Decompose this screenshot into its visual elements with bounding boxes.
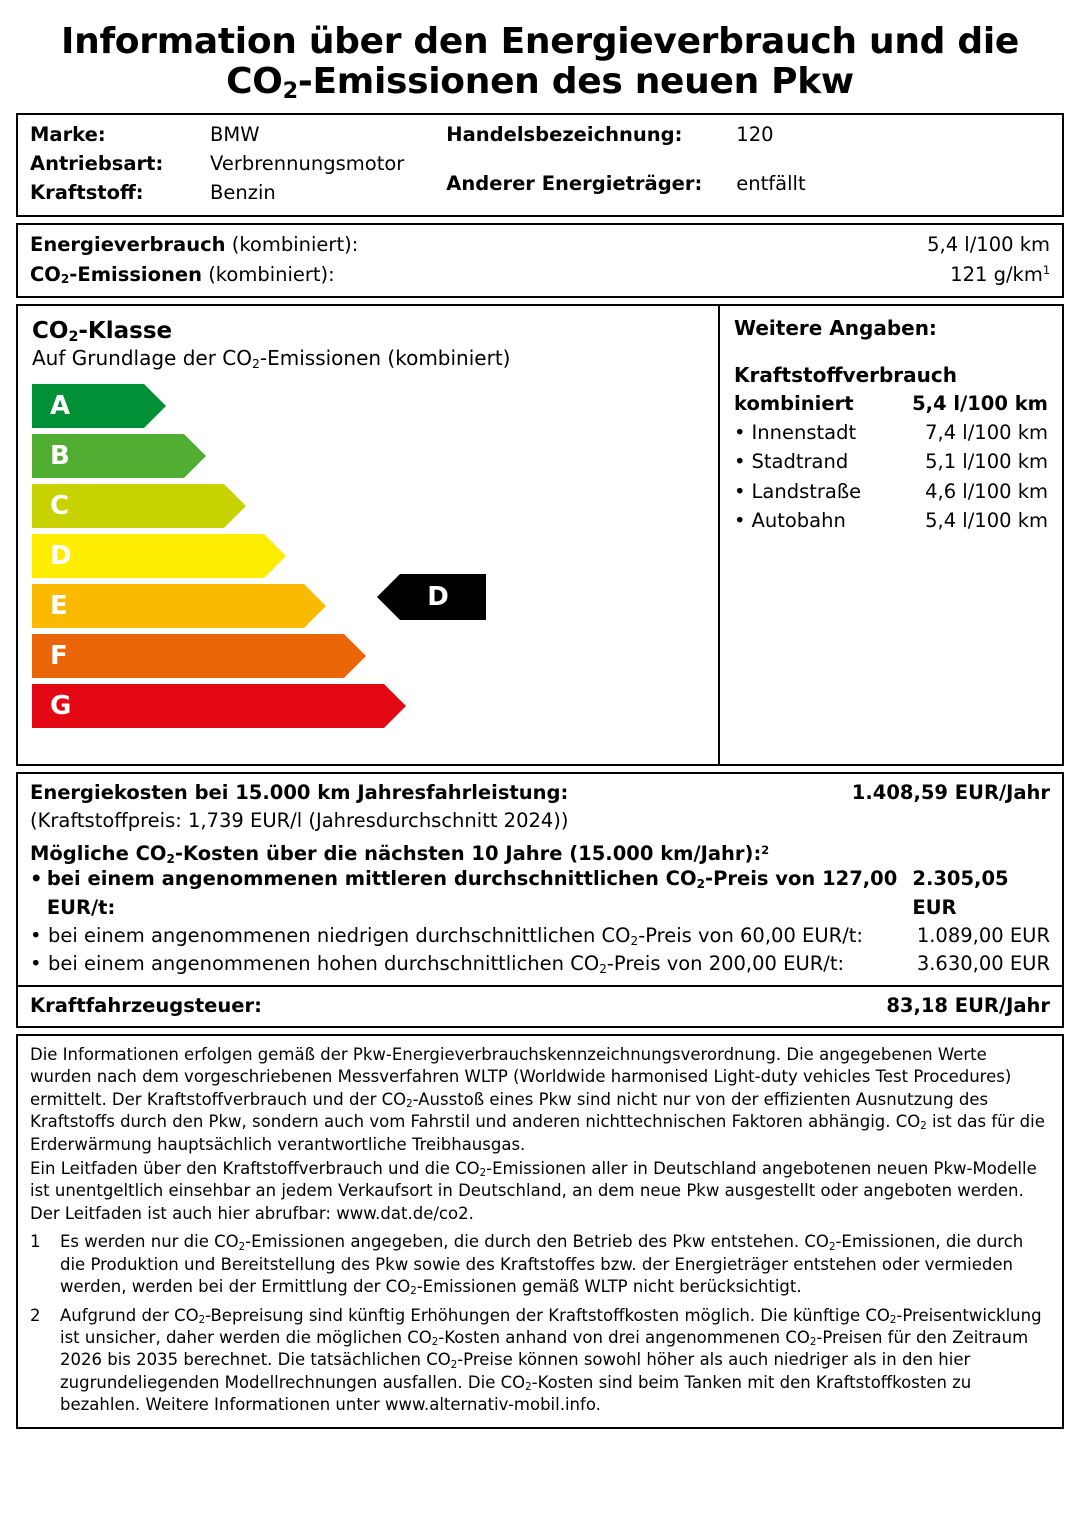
- model-label: Handelsbezeichnung:: [446, 122, 683, 146]
- class-bar-label: F: [50, 640, 68, 671]
- co2-cost-rows: [30, 865, 1050, 978]
- co2-class-scale: [18, 306, 718, 764]
- fuel-detail-label: • Innenstadt: [734, 418, 856, 447]
- fuel-consumption-group-title: Kraftstoffverbrauch: [734, 362, 957, 387]
- class-bar-label: E: [50, 590, 68, 621]
- co2-cost-heading: Mögliche $CO_2$-Kosten über die nächsten 10 Jahre (15.000 km/Jahr):$^2$: [30, 842, 770, 867]
- co2-cost-value: 3.630,00 EUR: [916, 952, 1050, 976]
- brand-value: BMW: [210, 122, 260, 146]
- co2-class-block: [16, 304, 1064, 766]
- class-bar-f: [32, 632, 718, 680]
- class-bar-label: B: [50, 440, 70, 471]
- class-bar-label: G: [50, 690, 72, 721]
- footnote-2-number: 2: [30, 1305, 41, 1325]
- bullet-icon: •: [734, 421, 746, 445]
- legal-notice-block: [16, 1034, 1064, 1429]
- vehicle-tax-value: 83,18 EUR/Jahr: [886, 993, 1050, 1017]
- co2-cost-value: 1.089,00 EUR: [916, 923, 1050, 947]
- bullet-icon: •: [30, 952, 42, 976]
- drive-type-value: Verbrennungsmotor: [210, 151, 405, 175]
- class-bar-arrow-d: [32, 534, 264, 578]
- fuel-detail-label: • Autobahn: [734, 506, 846, 535]
- fuel-combined-value: 5,4 l/100 km: [912, 391, 1048, 415]
- legal-paragraph-1: Die Informationen erfolgen gemäß der Pkw-Energieverbrauchskennzeichnungsverordnung. Die angegebenen Werte wurden nach dem vorgeschriebenen Messverfahren WLTP (Worldwide harmonised Light-duty vehicles Test Procedures) ermittelt. Der Kraftstoffverbrauch und der $CO_2$-Ausstoß eines Pkw sind nicht nur von der effizienten Ausnutzung des Kraftstoffs durch den Pkw, sondern auch vom Fahrstil und anderen nichttechnischen Faktoren abhängig. $CO_2$ ist das für die Erderwärmung hauptsächlich verantwortliche Treibhausgas.: [30, 1044, 1045, 1154]
- class-bar-label: C: [50, 490, 70, 521]
- vehicle-tax-label: Kraftfahrzeugsteuer:: [30, 993, 262, 1017]
- further-details-heading: Weitere Angaben:: [734, 315, 937, 340]
- class-bar-arrow-g: [32, 684, 384, 728]
- identity-left-column: [30, 121, 404, 208]
- bullet-icon: •: [30, 923, 42, 947]
- fuel-detail-row: [734, 418, 1048, 447]
- fuel-combined-label: kombiniert: [734, 391, 854, 415]
- selected-class-marker: D: [400, 574, 486, 620]
- co2-emission-label: $CO_2$-Emissionen (kombiniert):: [30, 262, 335, 287]
- page-title: [16, 22, 1064, 103]
- identity-right-column: [446, 121, 805, 208]
- bullet-icon: •: [734, 508, 746, 532]
- vehicle-tax-row: [30, 992, 1050, 1020]
- footnote-1-number: 1: [30, 1232, 41, 1252]
- bullet-icon: •: [30, 867, 43, 891]
- fuel-detail-value: 5,1 l/100 km: [925, 450, 1048, 474]
- further-details-panel: [718, 306, 1062, 764]
- class-bar-c: [32, 482, 718, 530]
- fuel-detail-list: [734, 418, 1048, 535]
- co2-cost-label: • bei einem angenommenen hohen durchschnittlichen $CO_2$-Preis von 200,00 EUR/t:: [30, 950, 844, 978]
- fuel-detail-value: 7,4 l/100 km: [925, 421, 1048, 445]
- brand-label: Marke:: [30, 122, 106, 146]
- other-energy-label: Anderer Energieträger:: [446, 171, 703, 195]
- fuel-value: Benzin: [210, 181, 276, 205]
- class-bar-g: [32, 682, 718, 730]
- class-bar-e: [32, 582, 718, 630]
- fuel-label: Kraftstoff:: [30, 181, 144, 205]
- energy-consumption-label: Energieverbrauch (kombiniert):: [30, 233, 359, 257]
- co2-emission-row: [30, 260, 1050, 289]
- fuel-detail-label: • Stadtrand: [734, 447, 848, 476]
- co2-class-subheading: Auf Grundlage der $CO_2$-Emissionen (kombiniert): [32, 345, 511, 371]
- co2-cost-row: [30, 865, 1050, 922]
- energy-cost-value: 1.408,59 EUR/Jahr: [851, 780, 1050, 804]
- energy-consumption-row: [30, 230, 1050, 259]
- fuel-detail-row: [734, 447, 1048, 476]
- model-value: 120: [736, 122, 774, 146]
- co2-emission-value: 121 $g/km^1$: [950, 262, 1050, 286]
- class-bar-d: [32, 532, 718, 580]
- class-bar-b: [32, 432, 718, 480]
- class-bar-arrow-f: [32, 634, 344, 678]
- class-bar-arrow-b: [32, 434, 184, 478]
- vehicle-identity-block: [16, 113, 1064, 218]
- footnote-2-text: Aufgrund der $CO_2$-Bepreisung sind künftig Erhöhungen der Kraftstoffkosten möglich. Die künftige $CO_2$-Preisentwicklung ist unsicher, daher werden die möglichen $CO_2$-Kosten anhand von drei angenommenen $CO_2$-Preisen für den Zeitraum 2026 bis 2035 berechnet. Die tatsächlichen $CO_2$-Preise können sowohl höher als auch niedriger als in den hier zugrundeliegenden Modellrechnungen ausfallen. Die $CO_2$-Kosten sind beim Tanken mit den Kraftstoffkosten zu bezahlen. Weitere Informationen unter www.alternativ-mobil.info.: [60, 1305, 1042, 1415]
- fuel-combined-row: [734, 389, 1048, 418]
- co2-cost-value: 2.305,05 EUR: [912, 867, 1009, 919]
- fuel-detail-value: 4,6 l/100 km: [925, 479, 1048, 503]
- bullet-icon: •: [734, 479, 746, 503]
- page-title-line1: Information über den Energieverbrauch und die: [61, 21, 1019, 62]
- co2-cost-label: • bei einem angenommenen niedrigen durchschnittlichen $CO_2$-Preis von 60,00 EUR/t:: [30, 922, 863, 950]
- footnote-1-text: Es werden nur die $CO_2$-Emissionen angegeben, die durch den Betrieb des Pkw entstehen. $CO_2$-Emissionen, die durch die Produktion und Bereitstellung des Pkw sowie des Kraftstoffes bzw. der Energieträger entstehen oder vermieden werden, werden bei der Ermittlung der $CO_2$-Emissionen gemäß WLTP nicht berücksichtigt.: [60, 1232, 1024, 1298]
- energy-cost-row: [30, 779, 1050, 807]
- class-bar-arrow-e: [32, 584, 304, 628]
- bullet-icon: •: [734, 450, 746, 474]
- cost-divider: [18, 985, 1062, 987]
- footnote-2: [30, 1305, 1050, 1417]
- class-bar-arrow-a: [32, 384, 144, 428]
- footnote-1: [30, 1231, 1050, 1298]
- page-title-line2: $CO_2$-Emissionen des neuen Pkw: [226, 61, 854, 105]
- co2-cost-row: [30, 922, 1050, 950]
- energy-cost-label: Energiekosten bei 15.000 km Jahresfahrleistung:: [30, 780, 569, 804]
- energy-consumption-value: 5,4 l/100 km: [927, 233, 1050, 257]
- consumption-block: [16, 223, 1064, 298]
- cost-block: [16, 772, 1064, 1028]
- class-bar-a: [32, 382, 718, 430]
- class-bar-label: D: [50, 540, 72, 571]
- co2-class-heading: $CO_2$-Klasse: [32, 317, 173, 346]
- class-bar-arrow-c: [32, 484, 224, 528]
- other-energy-value: entfällt: [736, 171, 806, 195]
- fuel-detail-row: [734, 506, 1048, 535]
- fuel-detail-row: [734, 477, 1048, 506]
- co2-cost-row: [30, 950, 1050, 978]
- drive-type-label: Antriebsart:: [30, 151, 164, 175]
- co2-cost-label: • bei einem angenommenen mittleren durchschnittlichen $CO_2$-Preis von 127,00 EUR/t:: [30, 865, 912, 922]
- class-bar-list: [32, 382, 718, 730]
- fuel-price-note: (Kraftstoffpreis: 1,739 EUR/l (Jahresdurchschnitt 2024)): [30, 809, 569, 833]
- legal-paragraph-2: Ein Leitfaden über den Kraftstoffverbrauch und die $CO_2$-Emissionen aller in Deutschland angebotenen neuen Pkw-Modelle ist unentgeltlich einsehbar an jedem Verkaufsort in Deutschland, an dem neue Pkw ausgestellt oder angeboten werden. Der Leitfaden ist auch hier abrufbar: www.dat.de/co2.: [30, 1158, 1037, 1223]
- class-bar-label: A: [50, 390, 71, 421]
- fuel-detail-value: 5,4 l/100 km: [925, 508, 1048, 532]
- fuel-detail-label: • Landstraße: [734, 477, 861, 506]
